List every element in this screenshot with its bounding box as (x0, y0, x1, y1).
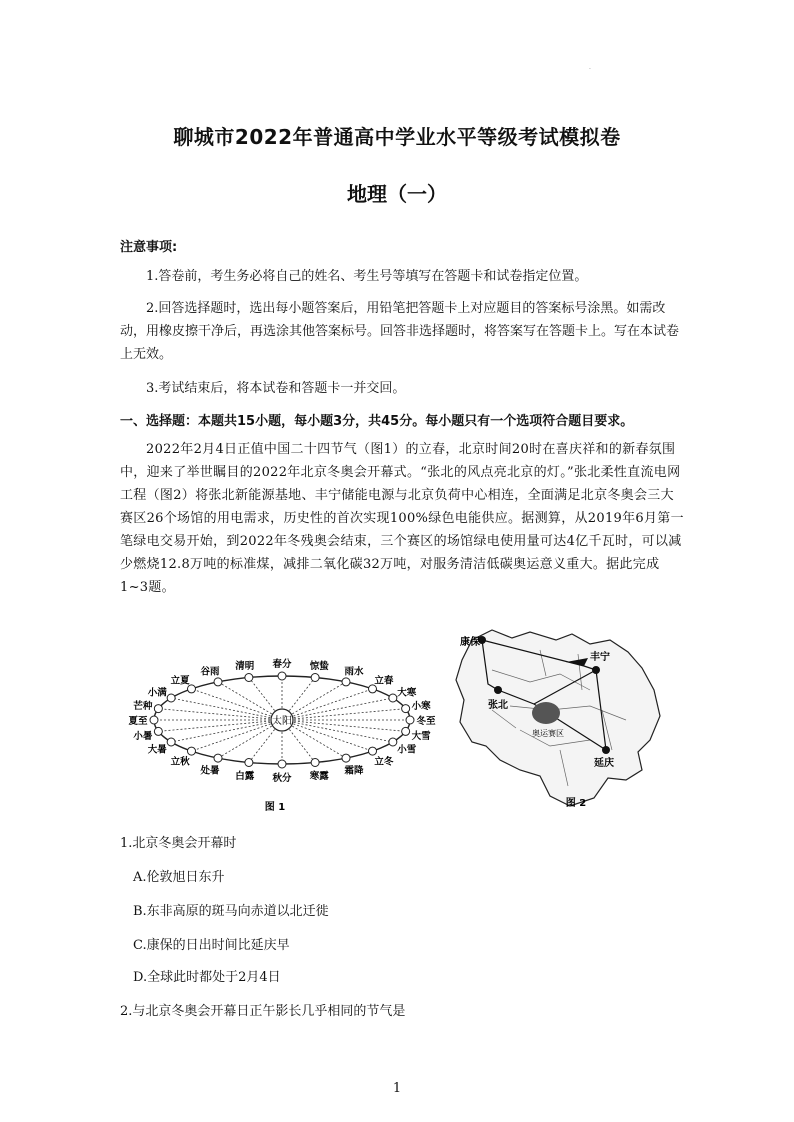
orbit-point (167, 738, 175, 746)
yanqing-dot (602, 746, 610, 754)
sun-label: 太阳 (272, 716, 292, 727)
orbit-point (402, 705, 410, 713)
orbit-point (369, 747, 377, 755)
term-label: 秋分 (272, 773, 292, 784)
orbit-ray (282, 709, 406, 720)
orbit-point (278, 672, 286, 680)
term-label: 大雪 (411, 730, 431, 742)
orbit-ray (282, 698, 393, 720)
term-label: 小暑 (133, 730, 153, 742)
term-label: 小满 (147, 687, 167, 699)
question-2-stem: 2.与北京冬奥会开幕日正午影长几乎相同的节气是 (120, 1004, 406, 1019)
orbit-ray (191, 720, 282, 751)
label-zhangbei: 张北 (488, 700, 508, 711)
orbit-point (406, 716, 414, 724)
question-1-option-d: D.全球此时都处于2月4日 (133, 970, 281, 985)
orbit-point (342, 678, 350, 686)
figure-2-caption: 图 2 (565, 798, 587, 809)
term-label: 立夏 (170, 675, 190, 687)
figures-svg (120, 610, 680, 820)
term-label: 芒种 (133, 701, 153, 713)
figures-area (120, 610, 680, 820)
orbit-ray (158, 709, 282, 720)
term-label: 谷雨 (200, 666, 220, 678)
orbit-point (278, 760, 286, 768)
orbit-point (245, 673, 253, 681)
zhangbei-dot (494, 686, 502, 694)
term-label: 霜降 (344, 765, 364, 777)
notice-item-3: 3.考试结束后，将本试卷和答题卡一并交回。 (146, 381, 406, 396)
term-label: 夏至 (128, 716, 148, 727)
term-label: 寒露 (309, 771, 329, 783)
exam-title: 聊城市2022年普通高中学业水平等级考试模拟卷 (173, 125, 621, 149)
term-label: 雨水 (344, 666, 364, 678)
olympic-zone (532, 702, 560, 724)
orbit-point (167, 694, 175, 702)
orbit-ray (282, 720, 373, 751)
orbit-point (214, 678, 222, 686)
section-heading: 一、选择题：本题共15小题，每小题3分，共45分。每小题只有一个选项符合题目要求。 (120, 414, 634, 429)
orbit-ray (282, 720, 393, 742)
label-fengning: 丰宁 (590, 652, 610, 663)
label-kangbao: 康保 (460, 637, 480, 648)
figure-1 (128, 658, 436, 813)
orbit-point (342, 754, 350, 762)
orbit-point (402, 727, 410, 735)
passage-text: 2022年2月4日正值中国二十四节气（图1）的立春，北京时间20时在喜庆祥和的新春氛围中，迎来了举世瞩目的2022年北京冬奥会开幕式。“张北的风点亮北京的灯。”张北柔性直流电网工程（图2）将张北新能源基地、丰宁储能电源与北京负荷中心相连，全面满足北京冬奥会三大赛区26个场馆的用电需求，历史性的首次实现100%绿色电能供应。据测算，从2019年6月第一笔绿电交易开始，到2022年冬残奥会结束，三个赛区的场馆绿电使用量可达4亿千瓦时，可以减少燃烧12.8万吨的标准煤，减排二氧化碳32万吨，对服务清洁低碳奥运意义重大。据此完成1~3题。 (120, 442, 684, 595)
exam-subtitle: 地理（一） (347, 182, 447, 206)
term-label: 小雪 (397, 744, 417, 756)
label-zone: 奥运赛区 (532, 729, 564, 738)
term-label: 白露 (235, 771, 255, 783)
term-label: 大暑 (147, 744, 167, 756)
orbit-ray (171, 720, 282, 742)
orbit-point (214, 754, 222, 762)
orbit-ray (191, 689, 282, 720)
orbit-ray (171, 698, 282, 720)
term-label: 立春 (374, 675, 394, 687)
scan-dot: . (589, 64, 591, 71)
term-label: 处暑 (200, 765, 220, 777)
question-1-stem: 1.北京冬奥会开幕时 (120, 836, 237, 851)
term-label: 小寒 (411, 701, 431, 713)
term-label: 立秋 (170, 756, 190, 768)
question-1-option-c: C.康保的日出时间比延庆早 (133, 938, 290, 953)
orbit-point (150, 716, 158, 724)
orbit-ray (282, 689, 373, 720)
orbit-point (154, 705, 162, 713)
term-label: 惊蛰 (309, 660, 329, 672)
term-label: 冬至 (416, 716, 436, 727)
term-label: 立冬 (374, 756, 394, 768)
question-1-option-a: A.伦敦旭日东升 (133, 870, 225, 885)
figure-1-caption: 图 1 (264, 802, 286, 813)
orbit-ray (282, 720, 406, 731)
fengning-dot (592, 666, 600, 674)
notice-item-2: 2.回答选择题时，选出每小题答案后，用铅笔把答题卡上对应题目的答案标号涂黑。如需改动，用橡皮擦干净后，再选涂其他答案标号。回答非选择题时，将答案写在答题卡上。写在本试卷上无效。 (120, 301, 680, 362)
notice-heading: 注意事项: (120, 240, 178, 255)
page-number: 1 (392, 1081, 402, 1096)
term-label: 清明 (235, 660, 255, 672)
notice-item-1: 1.答卷前，考生务必将自己的姓名、考生号等填写在答题卡和试卷指定位置。 (146, 269, 588, 284)
orbit-point (187, 747, 195, 755)
term-label: 春分 (272, 659, 292, 670)
orbit-point (245, 759, 253, 767)
label-yanqing: 延庆 (594, 758, 614, 769)
question-1-option-b: B.东非高原的斑马向赤道以北迁徙 (133, 904, 329, 919)
figure-2 (456, 630, 660, 809)
orbit-point (389, 738, 397, 746)
term-label: 大寒 (397, 687, 417, 699)
orbit-ray (158, 720, 282, 731)
orbit-point (311, 759, 319, 767)
orbit-point (154, 727, 162, 735)
orbit-point (389, 694, 397, 702)
orbit-point (311, 673, 319, 681)
